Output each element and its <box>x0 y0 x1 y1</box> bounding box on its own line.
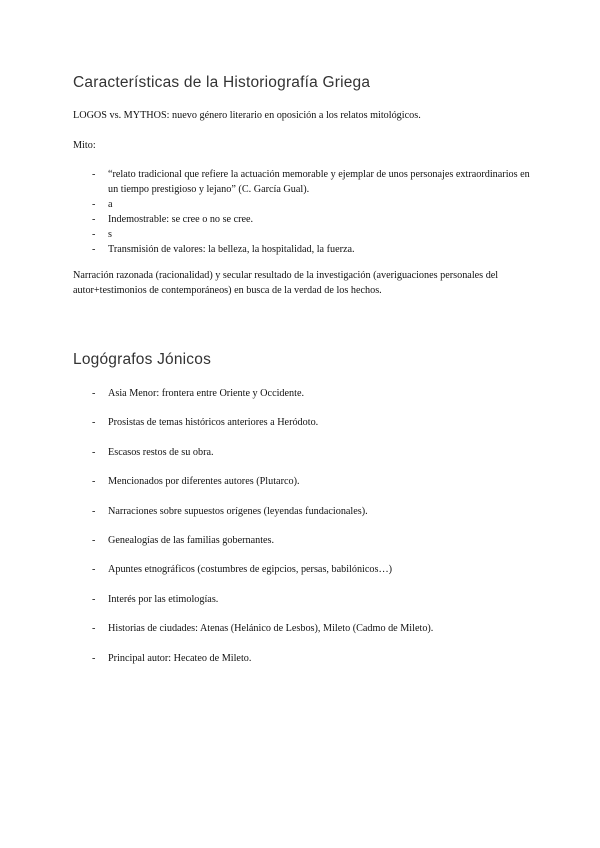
list-item-text: Narraciones sobre supuestos orígenes (leyendas fundacionales). <box>108 505 368 517</box>
list-item-text: Mencionados por diferentes autores (Plutarco). <box>108 476 300 488</box>
list-item <box>92 651 532 666</box>
list-item <box>92 474 532 489</box>
bullet-dash: - <box>92 244 96 255</box>
list-item-text: a <box>108 199 113 210</box>
bullet-dash: - <box>92 652 96 664</box>
list-item <box>92 167 532 197</box>
list-item-text: Apuntes etnográficos (costumbres de egipcios, persas, babilónicos…) <box>108 564 393 576</box>
list-item-text: Transmisión de valores: la belleza, la hospitalidad, la fuerza. <box>108 244 355 255</box>
list-item <box>92 562 532 577</box>
bullet-dash: - <box>92 534 96 546</box>
logografos-list <box>92 386 532 680</box>
list-item <box>92 197 532 212</box>
list-item <box>92 242 532 257</box>
section-title-caracteristicas: Características de la Historiografía Griega <box>73 74 371 91</box>
list-item <box>92 386 532 401</box>
list-item <box>92 504 532 519</box>
section-title-logografos: Logógrafos Jónicos <box>73 351 212 368</box>
list-item-text: Interés por las etimologías. <box>108 593 219 605</box>
bullet-dash: - <box>92 505 96 517</box>
list-item <box>92 621 532 636</box>
list-item <box>92 533 532 548</box>
bullet-dash: - <box>92 417 96 429</box>
list-item-text: Indemostrable: se cree o no se cree. <box>108 214 254 225</box>
mito-list <box>92 167 532 257</box>
list-item-text: Genealogías de las familias gobernantes. <box>108 534 275 546</box>
list-item-text: Historias de ciudades: Atenas (Helánico de Lesbos), Mileto (Cadmo de Mileto). <box>108 623 434 635</box>
logos-paragraph: LOGOS vs. MYTHOS: nuevo género literario en oposición a los relatos mitológicos. <box>73 110 421 121</box>
list-item <box>92 415 532 430</box>
list-item-text: “relato tradicional que refiere la actuación memorable y ejemplar de unos personajes extraordinarios en un tiempo prestigioso y lejano” (C. García Gual). <box>108 169 530 195</box>
narracion-paragraph: Narración razonada (racionalidad) y secular resultado de la investigación (averiguaciones personales del autor+testimonios de contemporáneos) en busca de la verdad de los hechos. <box>73 270 499 296</box>
bullet-dash: - <box>92 623 96 635</box>
list-item-text: Principal autor: Hecateo de Mileto. <box>108 652 252 664</box>
bullet-dash: - <box>92 199 96 210</box>
list-item-text: s <box>108 229 112 240</box>
list-item <box>92 212 532 227</box>
list-item <box>92 445 532 460</box>
bullet-dash: - <box>92 476 96 488</box>
list-item-text: Asia Menor: frontera entre Oriente y Occidente. <box>108 388 305 399</box>
bullet-dash: - <box>92 229 96 240</box>
list-item <box>92 592 532 607</box>
list-item-text: Escasos restos de su obra. <box>108 446 214 458</box>
bullet-dash: - <box>92 446 96 458</box>
bullet-dash: - <box>92 388 96 399</box>
bullet-dash: - <box>92 214 96 225</box>
list-item <box>92 227 532 242</box>
bullet-dash: - <box>92 564 96 576</box>
bullet-dash: - <box>92 169 96 180</box>
list-item-text: Prosistas de temas históricos anteriores a Heródoto. <box>108 417 319 429</box>
bullet-dash: - <box>92 593 96 605</box>
mito-label: Mito: <box>73 140 96 151</box>
